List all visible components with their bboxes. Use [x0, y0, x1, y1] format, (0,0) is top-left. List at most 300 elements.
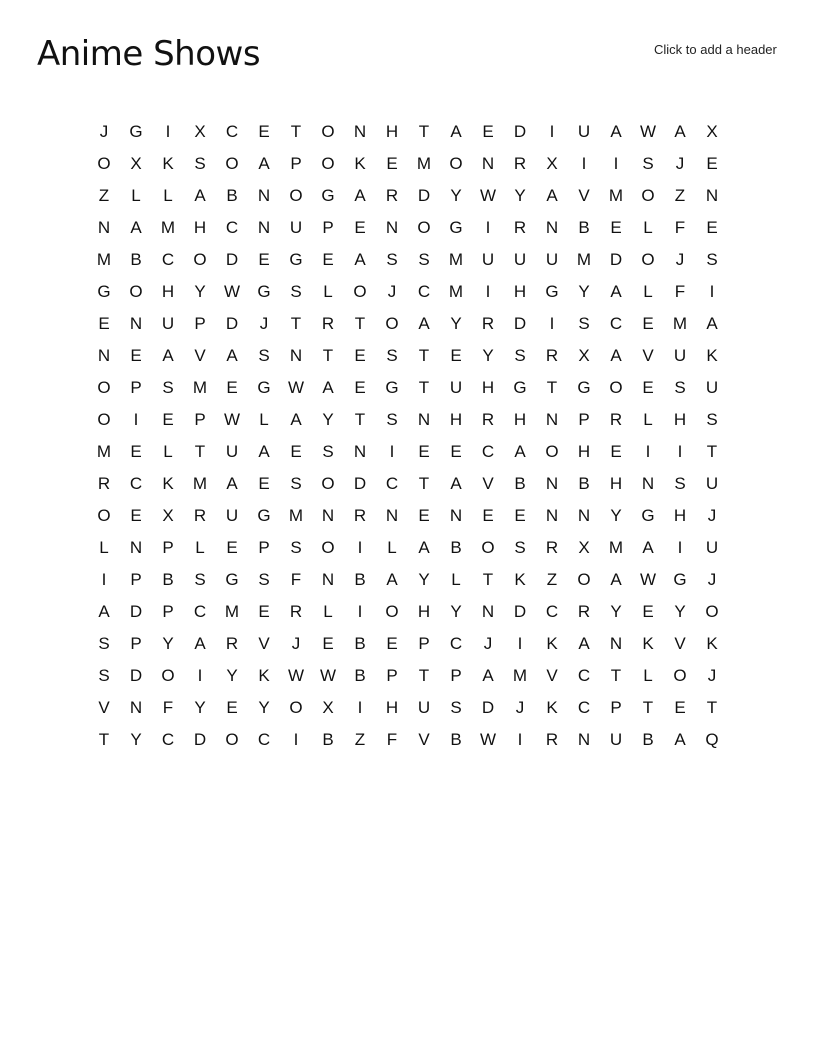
grid-letter: C [161, 730, 175, 749]
grid-letter: G [257, 378, 271, 397]
grid-letter: X [162, 506, 174, 525]
grid-letter: C [449, 634, 463, 653]
grid-letter: D [225, 314, 239, 333]
grid-letter: D [193, 730, 207, 749]
grid-letter: A [674, 122, 686, 141]
grid-letter: E [130, 506, 142, 525]
grid-row [88, 564, 728, 596]
word-search-grid [88, 116, 728, 756]
grid-letter: E [706, 154, 718, 173]
grid-letter: W [287, 378, 305, 397]
grid-letter: E [450, 442, 462, 461]
grid-letter: M [672, 314, 688, 333]
grid-row [88, 244, 728, 276]
grid-letter: M [448, 282, 464, 301]
grid-letter: D [417, 186, 431, 205]
grid-letter: T [354, 314, 366, 333]
grid-letter: H [673, 410, 687, 429]
grid-letter: R [513, 218, 527, 237]
grid-letter: V [546, 666, 558, 685]
grid-letter: Y [514, 186, 526, 205]
grid-letter: G [257, 506, 271, 525]
grid-letter: O [449, 154, 463, 173]
grid-letter: N [545, 410, 559, 429]
grid-letter: U [225, 442, 239, 461]
grid-letter: A [322, 378, 334, 397]
grid-letter: O [673, 666, 687, 685]
grid-letter: L [387, 538, 397, 557]
grid-letter: H [385, 122, 399, 141]
grid-letter: C [129, 474, 143, 493]
grid-letter: E [258, 122, 270, 141]
grid-row [88, 340, 728, 372]
grid-letter: T [98, 730, 110, 749]
grid-letter: S [450, 698, 462, 717]
grid-letter: W [319, 666, 337, 685]
grid-letter: V [642, 346, 654, 365]
grid-letter: I [517, 634, 523, 653]
grid-letter: T [610, 666, 622, 685]
grid-row [88, 500, 728, 532]
grid-letter: E [386, 154, 398, 173]
grid-letter: E [610, 218, 622, 237]
grid-letter: B [162, 570, 174, 589]
grid-letter: Y [322, 410, 334, 429]
grid-letter: T [706, 442, 718, 461]
grid-letter: P [130, 634, 142, 653]
grid-row [88, 692, 728, 724]
grid-letter: V [674, 634, 686, 653]
grid-letter: C [385, 474, 399, 493]
grid-letter: U [289, 218, 303, 237]
grid-letter: Y [674, 602, 686, 621]
grid-letter: E [642, 378, 654, 397]
grid-letter: O [321, 474, 335, 493]
grid-letter: J [707, 506, 717, 525]
grid-letter: I [677, 538, 683, 557]
grid-letter: A [194, 634, 206, 653]
grid-letter: P [130, 378, 142, 397]
grid-letter: Y [226, 666, 238, 685]
grid-letter: O [97, 154, 111, 173]
grid-letter: A [386, 570, 398, 589]
grid-letter: O [289, 186, 303, 205]
grid-letter: H [673, 506, 687, 525]
grid-letter: S [194, 154, 206, 173]
grid-letter: J [675, 154, 685, 173]
grid-letter: G [545, 282, 559, 301]
grid-letter: M [192, 474, 208, 493]
grid-letter: I [485, 218, 491, 237]
grid-letter: C [225, 122, 239, 141]
grid-letter: N [321, 570, 335, 589]
grid-letter: M [608, 538, 624, 557]
grid-letter: Y [194, 282, 206, 301]
grid-letter: N [385, 506, 399, 525]
grid-letter: K [162, 474, 174, 493]
grid-letter: E [418, 442, 430, 461]
grid-letter: E [386, 634, 398, 653]
grid-letter: O [577, 570, 591, 589]
grid-letter: H [481, 378, 495, 397]
grid-letter: S [514, 538, 526, 557]
grid-letter: O [641, 186, 655, 205]
grid-letter: N [449, 506, 463, 525]
grid-letter: Z [546, 570, 558, 589]
grid-letter: G [289, 250, 303, 269]
grid-letter: D [513, 602, 527, 621]
grid-letter: J [707, 570, 717, 589]
grid-letter: J [387, 282, 397, 301]
grid-letter: M [416, 154, 432, 173]
grid-letter: V [418, 730, 430, 749]
grid-letter: X [322, 698, 334, 717]
grid-letter: S [290, 538, 302, 557]
grid-letter: H [449, 410, 463, 429]
grid-letter: I [101, 570, 107, 589]
grid-letter: Y [130, 730, 142, 749]
grid-letter: I [165, 122, 171, 141]
grid-letter: H [417, 602, 431, 621]
grid-letter: K [706, 634, 718, 653]
grid-letter: S [194, 570, 206, 589]
grid-letter: N [417, 410, 431, 429]
grid-letter: O [225, 154, 239, 173]
grid-letter: S [674, 378, 686, 397]
grid-letter: D [353, 474, 367, 493]
grid-letter: F [674, 282, 686, 301]
grid-letter: D [513, 314, 527, 333]
grid-letter: U [417, 698, 431, 717]
grid-row [88, 148, 728, 180]
grid-letter: M [288, 506, 304, 525]
grid-letter: E [130, 442, 142, 461]
grid-letter: Z [98, 186, 110, 205]
grid-letter: R [513, 154, 527, 173]
grid-letter: G [225, 570, 239, 589]
grid-letter: N [129, 698, 143, 717]
grid-letter: N [481, 154, 495, 173]
grid-letter: S [162, 378, 174, 397]
grid-letter: M [608, 186, 624, 205]
grid-letter: A [642, 538, 654, 557]
grid-letter: B [354, 570, 366, 589]
grid-letter: G [513, 378, 527, 397]
grid-letter: N [545, 218, 559, 237]
grid-letter: M [192, 378, 208, 397]
grid-letter: T [642, 698, 654, 717]
grid-letter: K [642, 634, 654, 653]
grid-letter: E [642, 602, 654, 621]
grid-letter: O [545, 442, 559, 461]
grid-letter: A [194, 186, 206, 205]
grid-letter: B [578, 474, 590, 493]
grid-letter: A [130, 218, 142, 237]
grid-letter: I [549, 122, 555, 141]
grid-letter: U [161, 314, 175, 333]
grid-letter: O [321, 122, 335, 141]
grid-letter: K [354, 154, 366, 173]
grid-letter: U [449, 378, 463, 397]
grid-letter: O [705, 602, 719, 621]
grid-letter: R [481, 410, 495, 429]
grid-letter: T [546, 378, 558, 397]
grid-letter: P [258, 538, 270, 557]
grid-letter: L [323, 602, 333, 621]
grid-letter: B [450, 538, 462, 557]
grid-letter: I [549, 314, 555, 333]
grid-letter: Y [610, 506, 622, 525]
grid-letter: S [674, 474, 686, 493]
grid-letter: A [98, 602, 110, 621]
grid-row [88, 116, 728, 148]
grid-letter: C [225, 218, 239, 237]
grid-letter: B [226, 186, 238, 205]
grid-letter: T [418, 122, 430, 141]
grid-letter: H [385, 698, 399, 717]
grid-letter: O [129, 282, 143, 301]
grid-letter: K [258, 666, 270, 685]
grid-letter: M [224, 602, 240, 621]
grid-letter: S [290, 474, 302, 493]
grid-letter: X [130, 154, 142, 173]
grid-letter: R [577, 602, 591, 621]
grid-letter: O [97, 410, 111, 429]
grid-letter: T [706, 698, 718, 717]
grid-letter: W [479, 186, 497, 205]
grid-letter: J [483, 634, 493, 653]
grid-letter: C [161, 250, 175, 269]
grid-letter: R [609, 410, 623, 429]
grid-letter: N [481, 602, 495, 621]
grid-letter: H [513, 410, 527, 429]
grid-letter: O [385, 314, 399, 333]
grid-letter: S [290, 282, 302, 301]
grid-letter: R [545, 730, 559, 749]
grid-letter: M [160, 218, 176, 237]
grid-letter: E [162, 410, 174, 429]
grid-row [88, 468, 728, 500]
grid-letter: X [578, 346, 590, 365]
grid-letter: G [673, 570, 687, 589]
grid-letter: X [706, 122, 718, 141]
grid-letter: W [223, 282, 241, 301]
grid-letter: I [677, 442, 683, 461]
grid-letter: Y [418, 570, 430, 589]
grid-letter: E [450, 346, 462, 365]
grid-letter: C [417, 282, 431, 301]
grid-letter: K [162, 154, 174, 173]
grid-letter: S [386, 410, 398, 429]
grid-letter: R [353, 506, 367, 525]
grid-letter: I [357, 698, 363, 717]
grid-letter: N [321, 506, 335, 525]
grid-letter: W [639, 122, 657, 141]
grid-letter: O [97, 378, 111, 397]
grid-letter: O [321, 154, 335, 173]
grid-letter: V [194, 346, 206, 365]
grid-letter: W [287, 666, 305, 685]
grid-row [88, 308, 728, 340]
grid-letter: B [354, 634, 366, 653]
grid-letter: A [482, 666, 494, 685]
grid-letter: X [578, 538, 590, 557]
grid-letter: M [96, 250, 112, 269]
grid-letter: R [481, 314, 495, 333]
grid-letter: Q [705, 730, 719, 749]
grid-letter: E [354, 218, 366, 237]
grid-letter: N [97, 218, 111, 237]
grid-letter: H [609, 474, 623, 493]
grid-row [88, 724, 728, 756]
grid-letter: O [225, 730, 239, 749]
grid-letter: O [641, 250, 655, 269]
grid-letter: O [385, 602, 399, 621]
grid-letter: O [609, 378, 623, 397]
grid-letter: O [417, 218, 431, 237]
grid-letter: N [129, 314, 143, 333]
grid-letter: K [706, 346, 718, 365]
grid-row [88, 212, 728, 244]
grid-letter: R [289, 602, 303, 621]
grid-letter: T [418, 474, 430, 493]
grid-letter: I [389, 442, 395, 461]
grid-letter: N [289, 346, 303, 365]
grid-letter: B [514, 474, 526, 493]
grid-letter: P [578, 410, 590, 429]
grid-letter: G [321, 186, 335, 205]
grid-letter: F [674, 218, 686, 237]
grid-row [88, 180, 728, 212]
grid-letter: H [161, 282, 175, 301]
grid-letter: E [258, 602, 270, 621]
grid-letter: C [481, 442, 495, 461]
grid-letter: E [226, 538, 238, 557]
grid-letter: Y [258, 698, 270, 717]
grid-letter: G [577, 378, 591, 397]
grid-letter: A [162, 346, 174, 365]
grid-letter: T [418, 346, 430, 365]
grid-letter: R [97, 474, 111, 493]
grid-letter: E [258, 474, 270, 493]
grid-letter: X [194, 122, 206, 141]
grid-letter: L [323, 282, 333, 301]
grid-letter: J [259, 314, 269, 333]
grid-letter: B [642, 730, 654, 749]
grid-letter: S [642, 154, 654, 173]
grid-letter: O [353, 282, 367, 301]
grid-letter: H [577, 442, 591, 461]
grid-letter: U [225, 506, 239, 525]
grid-letter: E [706, 218, 718, 237]
grid-letter: N [353, 442, 367, 461]
grid-letter: D [609, 250, 623, 269]
grid-letter: C [577, 698, 591, 717]
grid-letter: U [545, 250, 559, 269]
grid-row [88, 660, 728, 692]
grid-letter: P [386, 666, 398, 685]
grid-letter: Z [674, 186, 686, 205]
grid-letter: S [98, 634, 110, 653]
grid-letter: K [546, 698, 558, 717]
grid-letter: P [130, 570, 142, 589]
grid-letter: E [130, 346, 142, 365]
grid-letter: J [515, 698, 525, 717]
grid-letter: P [418, 634, 430, 653]
grid-letter: Y [162, 634, 174, 653]
grid-letter: R [385, 186, 399, 205]
grid-letter: U [705, 474, 719, 493]
grid-letter: I [357, 602, 363, 621]
grid-letter: O [289, 698, 303, 717]
grid-letter: D [129, 602, 143, 621]
grid-letter: N [97, 346, 111, 365]
grid-letter: O [161, 666, 175, 685]
grid-letter: N [609, 634, 623, 653]
grid-letter: A [610, 282, 622, 301]
grid-letter: U [705, 378, 719, 397]
grid-letter: F [290, 570, 302, 589]
grid-letter: T [290, 122, 302, 141]
grid-letter: G [385, 378, 399, 397]
grid-letter: I [197, 666, 203, 685]
grid-letter: L [643, 410, 653, 429]
grid-letter: U [609, 730, 623, 749]
grid-letter: V [578, 186, 590, 205]
grid-row [88, 532, 728, 564]
grid-letter: J [675, 250, 685, 269]
grid-letter: L [259, 410, 269, 429]
grid-letter: N [577, 730, 591, 749]
grid-letter: P [162, 602, 174, 621]
grid-letter: A [546, 186, 558, 205]
grid-letter: L [131, 186, 141, 205]
grid-letter: W [479, 730, 497, 749]
grid-letter: S [706, 250, 718, 269]
grid-letter: E [290, 442, 302, 461]
grid-letter: J [99, 122, 109, 141]
grid-letter: I [293, 730, 299, 749]
grid-letter: L [195, 538, 205, 557]
grid-letter: E [674, 698, 686, 717]
grid-letter: S [386, 346, 398, 365]
grid-letter: S [578, 314, 590, 333]
grid-letter: N [705, 186, 719, 205]
grid-letter: E [98, 314, 110, 333]
grid-letter: N [545, 506, 559, 525]
grid-letter: G [97, 282, 111, 301]
grid-letter: I [645, 442, 651, 461]
grid-letter: T [418, 378, 430, 397]
grid-letter: U [577, 122, 591, 141]
grid-letter: R [225, 634, 239, 653]
header-placeholder[interactable]: Click to add a header [654, 42, 777, 57]
grid-letter: U [673, 346, 687, 365]
grid-letter: C [545, 602, 559, 621]
grid-letter: H [513, 282, 527, 301]
grid-letter: R [545, 538, 559, 557]
grid-row [88, 628, 728, 660]
grid-letter: A [354, 186, 366, 205]
grid-letter: E [258, 250, 270, 269]
grid-letter: A [226, 474, 238, 493]
grid-letter: E [418, 506, 430, 525]
grid-letter: S [418, 250, 430, 269]
grid-letter: N [353, 122, 367, 141]
grid-letter: O [97, 506, 111, 525]
grid-letter: S [706, 410, 718, 429]
grid-letter: E [226, 378, 238, 397]
